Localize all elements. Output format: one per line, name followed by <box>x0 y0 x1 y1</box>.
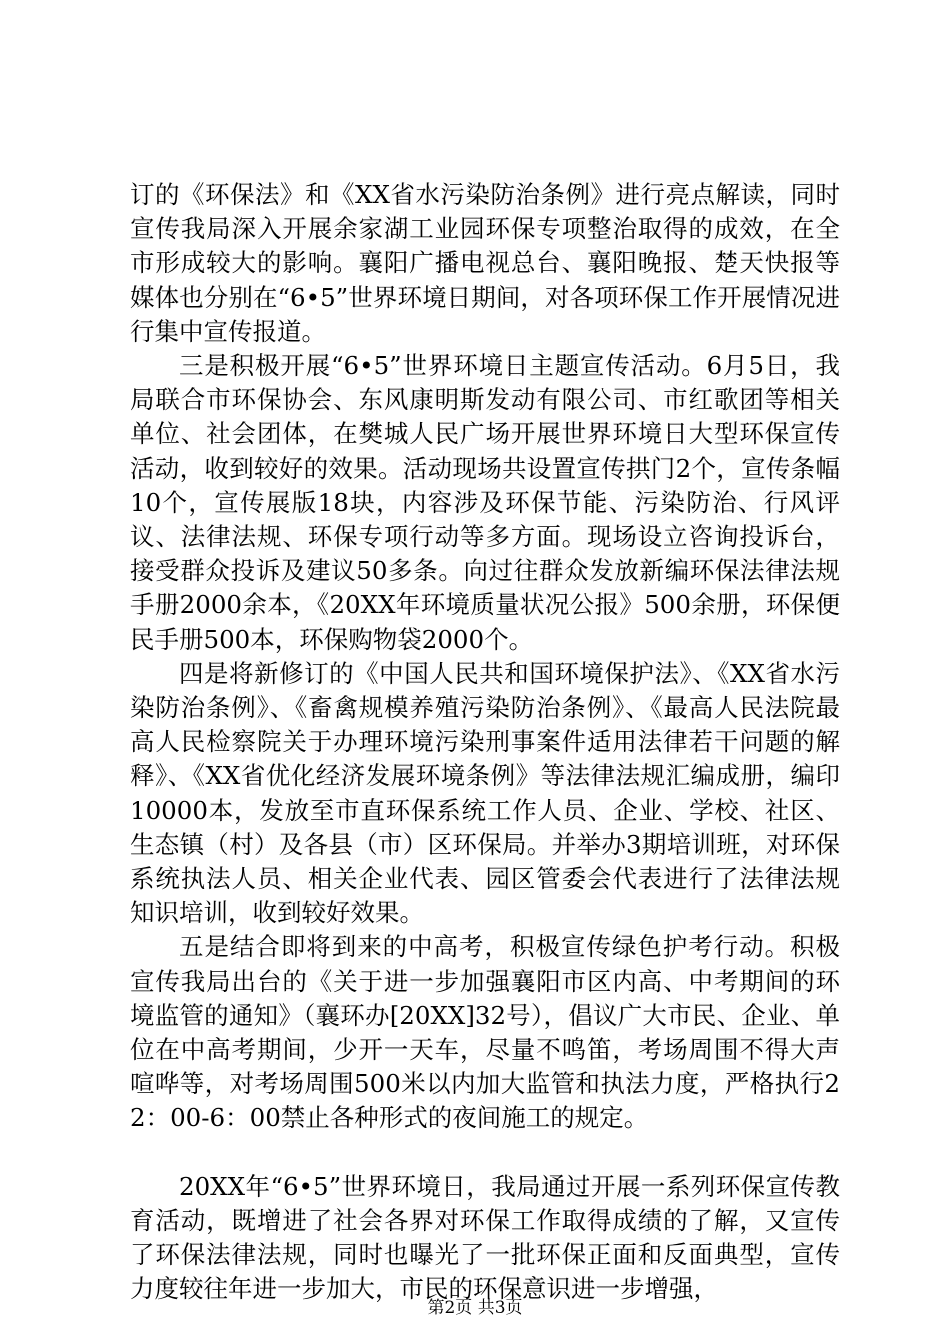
document-body <box>130 178 840 1307</box>
paragraph-world-environment-day-event: 三是积极开展“6•5”世界环境日主题宣传活动。6月5日，我局联合市环保协会、东风康明斯发动有限公司、市红歌团等相关单位、社会团体，在樊城人民广场开展世界环境日大型环保宣传活动，收到较好的效果。活动现场共设置宣传拱门2个，宣传条幅10个，宣传展版18块，内容涉及环保节能、污染防治、行风评议、法律法规、环保专项行动等多方面。现场设立咨询投诉台，接受群众投诉及建议50多条。向过往群众发放新编环保法律法规手册2000余本，《20XX年环境质量状况公报》500余册，环保便民手册500本，环保购物袋2000个。 <box>130 351 840 654</box>
paragraph-summary: 20XX年“6•5”世界环境日，我局通过开展一系列环保宣传教育活动，既增进了社会各界对环保工作取得成绩的了解，又宣传了环保法律法规，同时也曝光了一批环保正面和反面典型，宣传力度较往年进一步加大，市民的环保意识进一步增强， <box>130 1171 840 1304</box>
paragraph-green-exam-action: 五是结合即将到来的中高考，积极宣传绿色护考行动。积极宣传我局出台的《关于进一步加强襄阳市区内高、中考期间的环境监管的通知》（襄环办[20XX]32号），倡议广大市民、企业、单位在中高考期间，少开一天车，尽量不鸣笛，考场周围不得大声喧哗等，对考场周围500米以内加大监管和执法力度，严格执行22：00-6：00禁止各种形式的夜间施工的规定。 <box>130 932 840 1133</box>
page-footer: 第2页 共3页 <box>427 1298 523 1318</box>
paragraph-law-compilation: 四是将新修订的《中国人民共和国环境保护法》、《XX省水污染防治条例》、《畜禽规模养殖污染防治条例》、《最高人民法院最高人民检察院关于办理环境污染刑事案件适用法律若干问题的解释》、《XX省优化经济发展环境条例》等法律法规汇编成册，编印10000本，发放至市直环保系统工作人员、企业、学校、社区、生态镇（村）及各县（市）区环保局。并举办3期培训班，对环保系统执法人员、相关企业代表、园区管委会代表进行了法律法规知识培训，收到较好效果。 <box>130 658 840 928</box>
paragraph-continued: 订的《环保法》和《XX省水污染防治条例》进行亮点解读，同时宣传我局深入开展余家湖工业园环保专项整治取得的成效，在全市形成较大的影响。襄阳广播电视总台、襄阳晚报、楚天快报等媒体也分别在“6•5”世界环境日期间，对各项环保工作开展情况进行集中宣传报道。 <box>130 180 840 346</box>
